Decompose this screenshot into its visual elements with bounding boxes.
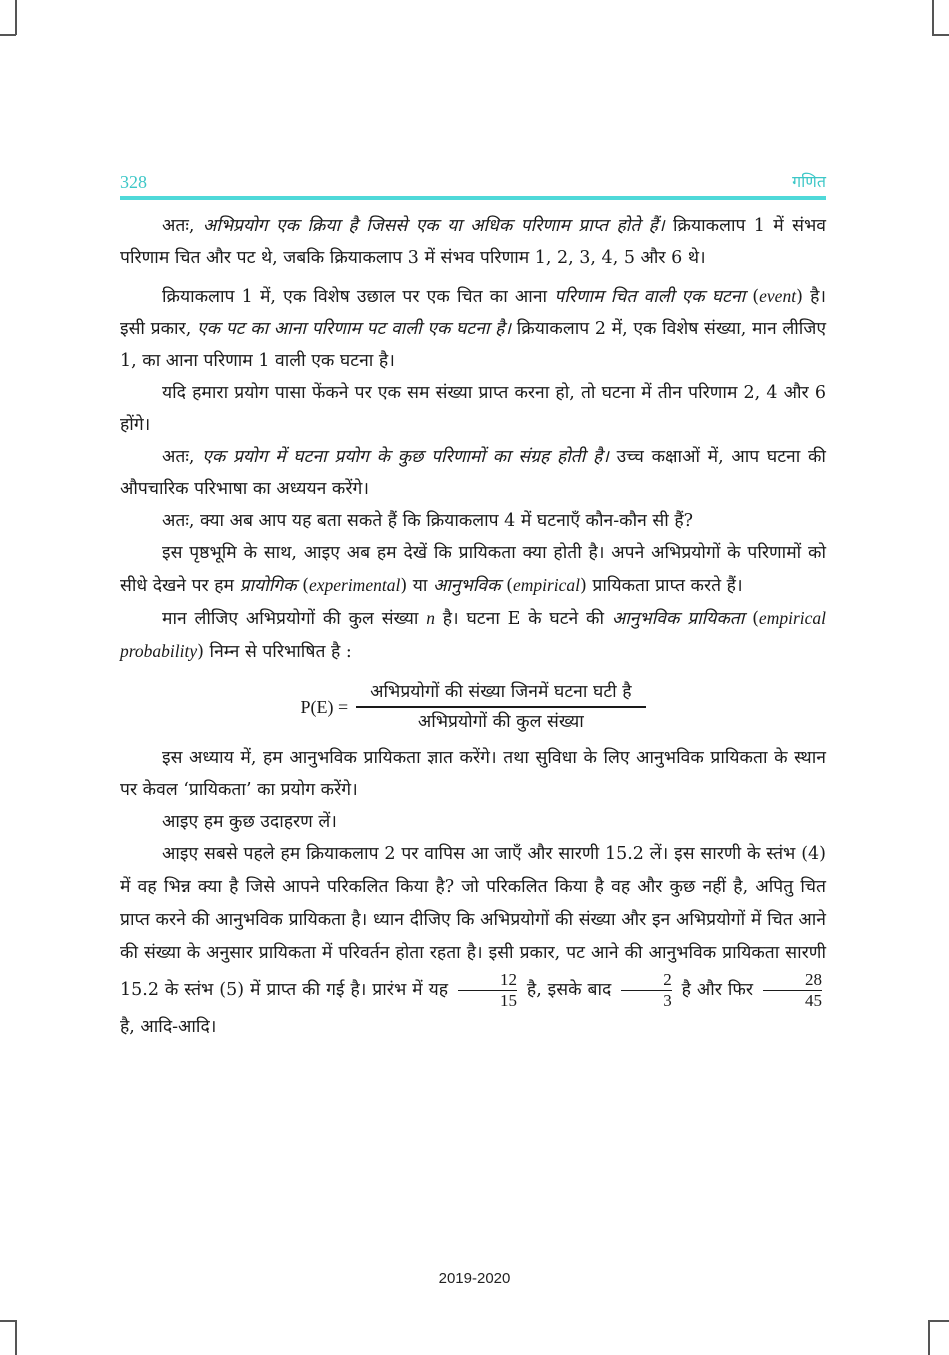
definition-italic: अभिप्रयोग एक क्रिया है जिससे एक या अधिक परिणाम प्राप्त होते हैं।: [202, 216, 665, 236]
page-body: [120, 210, 826, 1044]
crop-mark-top-left-v: [15, 0, 17, 35]
paragraph-6: इस पृष्ठभूमि के साथ, आइए अब हम देखें कि प्रायिकता क्या होती है। अपने अभिप्रयोगों के परिणामों को सीधे देखने पर हम प्रायोगिक (experimental) या आनुभविक (empirical) प्रायिकता प्राप्त करते हैं।: [120, 543, 826, 596]
probability-formula: [120, 678, 826, 736]
crop-mark-top-right-v: [932, 0, 934, 35]
paragraph-10: आइए सबसे पहले हम क्रियाकलाप 2 पर वापिस आ जाएँ और सारणी 15.2 लें। इस सारणी के स्तंभ (4) में वह भिन्न क्या है जिसे आपने परिकलित किया है? जो परिकलित किया है वह और कुछ नहीं है, अपितु चित प्राप्त करने की आनुभविक प्रायिकता है। ध्यान दीजिए कि अभिप्रयोगों की संख्या और इन अभिप्रयोगों में चित आने की संख्या के अनुसार प्रायिकता में परिवर्तन होता रहता है। इसी प्रकार, पट आने की आनुभविक प्रायिकता सारणी 15.2 के स्तंभ (5) में प्राप्त की गई है। प्रारंभ में यह $\frac{12}{15}$ है, इसके बाद $\frac{2}{3}$ है और फिर $\frac{28}{45}$ है, आदि-आदि।: [120, 843, 826, 1037]
crop-mark-bottom-left-h: [0, 1320, 16, 1322]
formula-numerator: अभिप्रयोगों की संख्या जिनमें घटना घटी है: [370, 682, 632, 702]
crop-mark-top-right-h: [932, 34, 949, 36]
paragraph-9: आइए हम कुछ उदाहरण लें।: [162, 811, 337, 832]
paragraph-1: अतः, अभिप्रयोग एक क्रिया है जिससे एक या अधिक परिणाम प्राप्त होते हैं। क्रियाकलाप 1 में संभव परिणाम चित और पट थे, जबकि क्रियाकलाप 3 में संभव परिणाम 1, 2, 3, 4, 5 और 6 थे।: [120, 216, 826, 268]
formula-lhs: P(E) =: [300, 696, 349, 717]
paragraph-4: अतः, एक प्रयोग में घटना प्रयोग के कुछ परिणामों का संग्रह होती है। उच्च कक्षाओं में, आप घटना की औपचारिक परिभाषा का अध्ययन करेंगे।: [120, 447, 826, 499]
footer-year: 2019-2020: [438, 1270, 511, 1287]
formula-denominator: अभिप्रयोगों की कुल संख्या: [417, 711, 584, 732]
running-title: गणित: [792, 172, 826, 191]
fraction-28-45: $\frac{28}{45}$: [763, 970, 822, 1011]
header-rule: [120, 196, 826, 200]
crop-mark-top-left-h: [0, 34, 16, 36]
paragraph-2: क्रियाकलाप 1 में, एक विशेष उछाल पर एक चित का आना परिणाम चित वाली एक घटना (event) है। इसी प्रकार, एक पट का आना परिणाम पट वाली एक घटना है। क्रियाकलाप 2 में, एक विशेष संख्या, मान लीजिए 1, का आना परिणाम 1 वाली एक घटना है।: [120, 286, 827, 371]
paragraph-3: यदि हमारा प्रयोग पासा फेंकने पर एक सम संख्या प्राप्त करना हो, तो घटना में तीन परिणाम 2, 4 और 6 होंगे।: [120, 383, 826, 435]
crop-mark-bottom-right-h: [928, 1320, 949, 1322]
fraction-12-15: $\frac{12}{15}$: [458, 970, 517, 1011]
fraction-2-3: $\frac{2}{3}$: [621, 970, 672, 1011]
paragraph-7: मान लीजिए अभिप्रयोगों की कुल संख्या n है। घटना E के घटने की आनुभविक प्रायिकता (empirical probability) निम्न से परिभाषित है :: [120, 608, 826, 662]
paragraph-5: अतः, क्या अब आप यह बता सकते हैं कि क्रियाकलाप 4 में घटनाएँ कौन-कौन सी हैं?: [162, 511, 694, 531]
crop-mark-bottom-left-v: [15, 1320, 17, 1355]
paragraph-8: इस अध्याय में, हम आनुभविक प्रायिकता ज्ञात करेंगे। तथा सुविधा के लिए आनुभविक प्रायिकता के स्थान पर केवल ‘प्रायिकता’ का प्रयोग करेंगे।: [120, 747, 826, 800]
crop-mark-bottom-right-v: [928, 1320, 930, 1355]
page-number: 328: [120, 172, 147, 192]
formula-fraction: [356, 678, 645, 736]
